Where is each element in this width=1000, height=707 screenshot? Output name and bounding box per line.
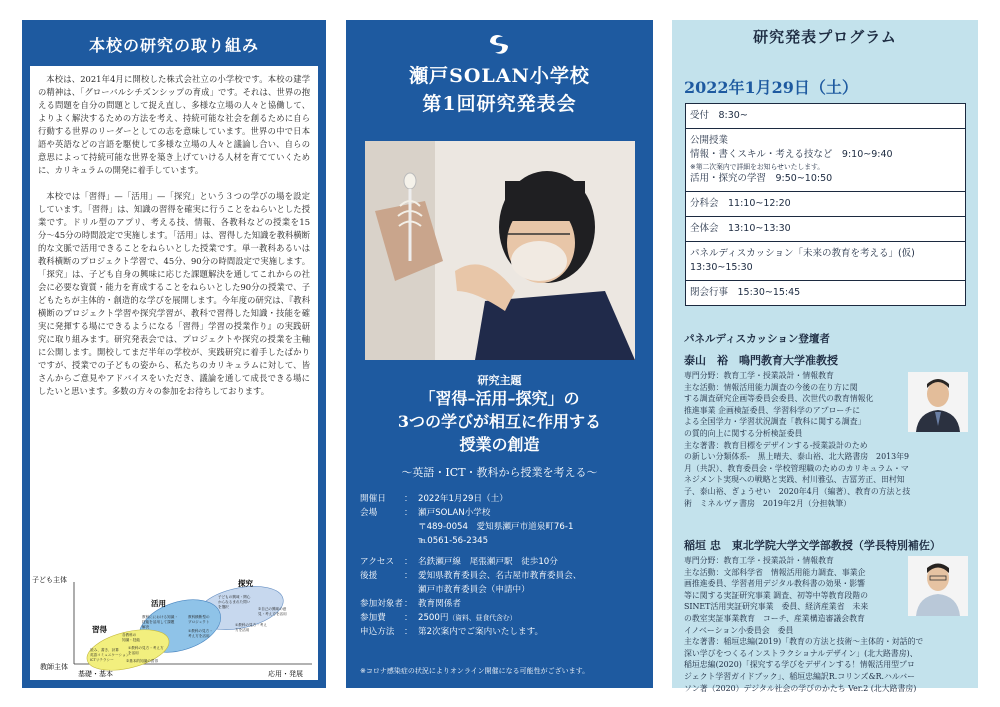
bio-line: 等に関する実証研究事業 調査、初等中等教育段階の: [684, 590, 868, 600]
bio-line: の教室実証事業教育 コーチ、産業構造審議会教育: [684, 613, 865, 623]
info-row: [360, 611, 645, 625]
program-date: 2022年1月29日（土）: [684, 78, 858, 97]
program-item: パネルディスカッション「未来の教育を考える」(仮) 13:30~15:30: [686, 242, 965, 281]
info-key: 開催日: [360, 494, 386, 504]
axis-label-advanced: 応用・発展: [268, 670, 303, 678]
info-colon: ：: [404, 494, 413, 504]
tankyu-subtext: ②自己の興味の意: [258, 607, 287, 611]
info-value: 名鉄瀬戸線 尾張瀬戸駅 徒歩10分: [418, 557, 558, 567]
event-name: 第1回研究発表会: [422, 93, 577, 115]
bio-line: 専門分野：教育工学・授業設計・情報教育: [684, 556, 834, 565]
program-item: 分科会 11:10~12:20: [686, 192, 965, 217]
katsuyo-text: 技能を活用して課題: [142, 620, 175, 624]
bio-line: ソン著（2020）デジタル社会の学びのかたち Ver.2 (北大路書房): [684, 683, 917, 693]
info-row: [360, 569, 645, 597]
katsuyo-subtext: 考え方を活用: [188, 634, 210, 638]
panelist-2-name: 稲垣 忠 東北学院大学文学部教授（学長特別補佐）: [684, 539, 941, 552]
bio-line: 主な活動：情報活用能力調査の今後の在り方に関: [684, 382, 858, 392]
info-row: [360, 597, 645, 611]
tankyu-text: を選択: [218, 605, 229, 609]
learning-model-diagram: [30, 572, 318, 680]
katsuyo-text: 解決: [142, 625, 150, 629]
info-key: 会場: [360, 508, 378, 518]
tankyu-text: 子どもの興味・関心: [218, 595, 251, 599]
info-colon: ：: [404, 599, 413, 609]
bio-line: の新しい分類体系- 黒上晴夫、泰山裕、北大路書房 2013年9: [684, 452, 910, 462]
bio-line: 画推進委員、学習者用デジタル教科書の効果・影響: [684, 579, 866, 589]
research-subtheme: 〜英語・ICT・教科から授業を考える〜: [401, 466, 598, 479]
katsuyo-subtext: ①教科の見方・: [188, 629, 213, 633]
info-key: 申込方法: [360, 627, 395, 637]
shutoku-subtext: 読み、書き、計算: [90, 648, 119, 652]
label-tankyu: 探究: [238, 579, 253, 588]
shutoku-subtext-3: ②基本的知識の習得: [126, 659, 158, 663]
bio-line: ネジメント実現への戦略と実践、村川雅弘、吉冨芳正、田村知: [684, 475, 905, 485]
bio-line: SINET活用実証研究事業 委員、経済産業省 未来: [684, 602, 869, 612]
info-key: 参加対象者: [360, 599, 403, 609]
info-value: 教育関係者: [418, 599, 461, 609]
panelist-2-bio: [684, 555, 924, 694]
theme-label: 研究主題: [477, 374, 522, 387]
bio-line: 専門分野：教育工学・授業設計・情報教育: [684, 371, 834, 380]
program-schedule: [685, 103, 966, 306]
info-colon: ：: [404, 508, 413, 518]
tankyu-subtext: 見・考え方を活用: [258, 612, 287, 616]
info-row: [360, 492, 645, 506]
info-value: 2022年1月29日（土）: [418, 494, 508, 504]
program-title: 研究発表プログラム: [672, 20, 978, 54]
panelist-heading: パネルディスカッション登壇者: [684, 333, 830, 345]
panelist-1-photo: [908, 372, 968, 432]
shutoku-subtext-2: ①教科の見方・考え方: [128, 646, 164, 650]
axis-label-child-led: 子ども主体: [32, 576, 67, 584]
shutoku-text: 知識・技能: [122, 638, 140, 642]
bio-line: 術 ミネルヴァ書房 2019年2月（分担執筆）: [684, 498, 852, 508]
axis-label-basics: 基礎・基本: [78, 670, 113, 678]
program-item: 全体会 13:10~13:30: [686, 217, 965, 242]
bio-line: 深い学びをつくるインストラクショナルデザイン」(北大路書房)、: [684, 648, 918, 658]
label-shutoku: 習得: [92, 625, 107, 634]
school-logo-icon: [484, 30, 514, 60]
bio-line: の質的向上に関する分析検証委員: [684, 428, 803, 438]
info-spacer: [360, 548, 645, 555]
info-value: 瀬戸SOLAN小学校 〒489-0054 愛知県瀬戸市道泉町76-1 ℡0561-56-2345: [418, 508, 574, 546]
shutoku-subtext-2: を活用: [128, 651, 139, 655]
school-name: 瀬戸SOLAN小学校: [409, 65, 590, 87]
bio-line: ジェクト学習ガイドブック」、稲垣忠編訳R.コリンズ&R.ハルバー: [684, 671, 916, 681]
info-value: 第2次案内でご案内いたします。: [418, 627, 544, 637]
katsuyo-text: 教科ににおける知識・: [142, 615, 178, 619]
shutoku-text: 各教科の: [122, 633, 137, 637]
info-key: 後援: [360, 571, 378, 581]
middle-bubble-text: ①教科の見方・考え: [235, 623, 267, 627]
bio-line: 主な著書：教育目標をデザインする-授業設計のため: [684, 440, 868, 450]
info-value: 2500円（資料、昼食代含む）: [418, 613, 517, 623]
program-item: 閉会行事 15:30~15:45: [690, 287, 801, 298]
research-approach-panel: [22, 20, 326, 688]
theme-line-2: 3つの学びが相互に作用する: [397, 412, 602, 431]
bio-line: よる全国学力・学習状況調査「教科に関する調査」: [684, 417, 866, 427]
info-key: アクセス: [360, 557, 395, 567]
panelist-1-bio: [684, 370, 912, 509]
bio-line: イノベーション小委員会 委員: [684, 625, 794, 635]
shutoku-subtext: 英語コミュニケーション: [90, 653, 130, 657]
bio-line: 稲垣忠編(2020)「探究する学びをデザインする！情報活用型プロ: [684, 660, 915, 670]
shutoku-subtext: ICTリテラシー: [90, 658, 114, 662]
bio-line: 推進事業 企画検証委員、学習科学のアプローチに: [684, 405, 861, 415]
research-approach-text: [30, 66, 318, 602]
info-colon: ：: [404, 613, 413, 623]
info-colon: ：: [404, 571, 413, 581]
label-katsuyo: 活用: [151, 599, 166, 608]
info-value: 愛知県教育委員会、名古屋市教育委員会、 瀬戸市教育委員会（申請中）: [418, 571, 582, 595]
covid-note: ※コロナ感染症の状況によりオンライン開催になる可能性がございます。: [360, 667, 590, 675]
middle-bubble-text: 方を活用: [235, 628, 250, 632]
info-key: 参加費: [360, 613, 386, 623]
info-row: [360, 625, 645, 639]
program-panel: [672, 20, 978, 693]
panelist-2-photo: [908, 556, 968, 616]
tankyu-text: からなるまれた問い: [218, 600, 251, 604]
bio-line: 子、泰山裕、ぎょうせい 2020年4月（編著）、教育の方法と技: [684, 486, 911, 496]
axis-label-teacher-led: 教師主体: [40, 663, 68, 671]
theme-line-3: 授業の創造: [459, 435, 540, 454]
bio-line: 主な活動：文部科学省 情報活用能力調査、事業企: [684, 567, 866, 577]
learning-stages-paragraph: 本校では「習得」—「活用」—「探究」という３つの学びの場を設定しています。「習得」は、知識の習得を確実に行うことをねらいとした授業です。ドリル型のアプリ、考える技、情報、各教科などの授業を15分〜45分の時間設定で実施します。「活用」は、習得した知識を教科横断的な文脈で活用できることをねらいとした授業です。単一教科あるいは教科横断のプロジェクト学習で、45分、90分の時間設定で実施します。「探究」は、子ども自身の興味に応じた課題解決を通してこれからの社会に必要な資質・能力を育成することをねらいとした90分の授業で、子どもたちが主体的・創造的な学びを展開します。今年度の研究は、『教科横断のプロジェクト学習や探究学習が、教科で習得した知識・技能を確実に発揮する場にできるようになる「習得」学習の授業作り』の実践研究に取り組みます。研究発表会では、プロジェクトや探究の授業を主軸に公開します。開校してまだ半年の学校が、実践研究に着手したばかりですが、授業での子どもの姿から、私たちのカリキュラムに対して、皆さんからご意見やアドバイスをいただき、議論を通して成長できる場にしたいと思います。多数の方々の参加をお待ちしております。: [38, 191, 310, 396]
event-info-list: [360, 492, 645, 639]
bio-line: する調査研究企画等委員会委員、次世代の教育情報化: [684, 394, 874, 404]
theme-line-1: 「習得–活用–探究」の: [419, 389, 580, 408]
info-colon: ：: [404, 627, 413, 637]
katsuyo-project-text: プロジェクト: [188, 620, 210, 624]
info-row: [360, 506, 645, 548]
katsuyo-project-text: 教科横断型の: [188, 615, 210, 619]
classroom-photo: [365, 141, 635, 360]
event-cover-panel: [346, 20, 653, 688]
info-colon: ：: [404, 557, 413, 567]
program-item: 受付 8:30~: [686, 104, 965, 129]
info-row: [360, 555, 645, 569]
bio-line: 主な著書：稲垣忠編(2019)「教育の方法と技術～主体的・対話的で: [684, 637, 924, 647]
program-item: 公開授業 情報・書くスキル・考える技など 9:10~9:40 ※第二次案内で詳細をお知らせいたします。 活用・探究の学習 9:50~10:50: [686, 129, 965, 192]
research-approach-title: 本校の研究の取り組み: [88, 35, 259, 55]
panelist-1-name: 泰山 裕 鳴門教育大学准教授: [684, 354, 838, 367]
intro-paragraph: 本校は、2021年4月に開校した株式会社立の小学校です。本校の建学の精神は、「グローバルシチズンシップの育成」です。それは、世界の抱える問題を自分の問題として捉え直し、多様な立場の人々と協働して、よりよく解決するための方法を考え、持続可能な社会を創るために自ら行動する世界のリーダーとしての志を意味しています。世界の中で日本語や英語などの言語を駆使して多様な立場の人々と議論し合い、自らの意思によって持続可能な世界を築き上げていける人材を育てていくために、カリキュラムの開発に着手しています。: [38, 74, 310, 175]
research-theme: [346, 387, 653, 456]
bio-line: 月（共訳）、教育委員会・学校管理職のためのカリキュラム・マ: [684, 463, 909, 473]
